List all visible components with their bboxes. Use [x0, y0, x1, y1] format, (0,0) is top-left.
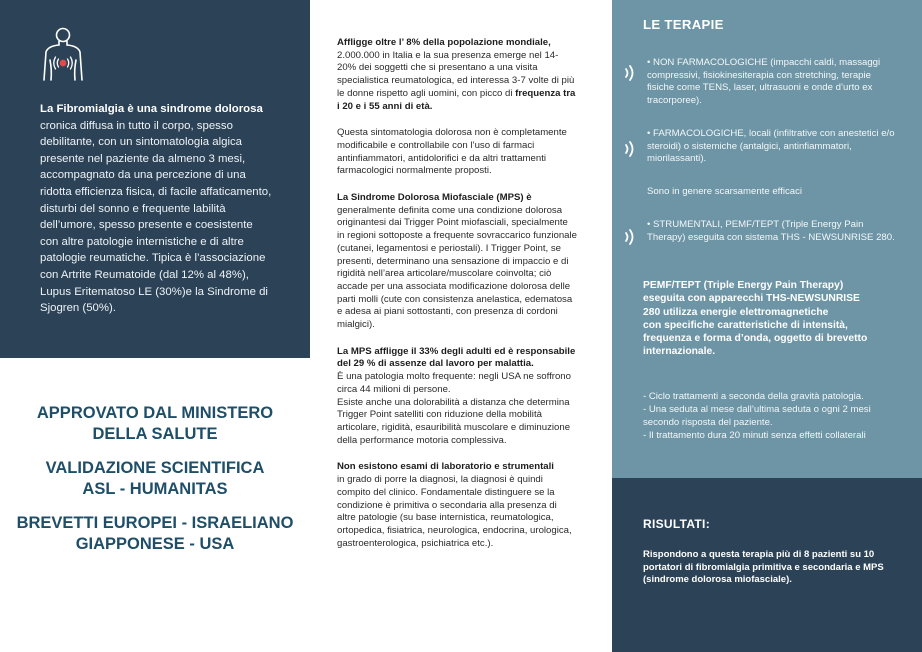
certifications [0, 403, 310, 568]
body-pain-icon [40, 26, 86, 84]
therapy-non-pharma: • NON FARMACOLOGICHE (impacchi caldi, massaggi compressivi, fisiokinesiterapia con stretching, terapie fisiche come TENS, laser, ultrasuoni e onde d’urto ex tracorporee). [647, 57, 881, 107]
treatment-limits-paragraph: Questa sintomatologia dolorosa non è completamente modificabile e controllabile con l’uso di farmaci antinfiammatori, antidolorifici e da altri trattamenti farmacologici normalmente proposti. [337, 127, 567, 177]
therapy-instrumental: • STRUMENTALI, PEMF/TEPT (Triple Energy Pain Therapy) eseguita con sistema THS - NEWSUNRISE 280. [647, 219, 895, 243]
mps-stats-paragraph: La MPS affligge il 33% degli adulti ed è responsabile del 29 % di assenze dal lavoro per malattia. È una patologia molto frequente: negli USA ne soffrono circa 44 milioni di persone. Esiste anche una dolorabilità a distanza che determina Trigger Point satelliti con riduzione della mobilità articolare, rigidità, esauribilità muscolare e diminuzione della performance motoria complessiva. [337, 345, 576, 446]
note-item: - Ciclo trattamenti a seconda della gravità patologia. [643, 391, 864, 402]
diagnosis-paragraph: Non esistono esami di laboratorio e strumentali in grado di porre la diagnosi, la diagnosi è quindi compito del clinico. Fondamentale distinguere se la condizione è primitiva o secondaria alla presenza di altre patologie (su base internistica, reumatologica, ortopedica, fisiatrica, neurologica, endocrina, urologica, gastroenterologica, psichiatrica etc.). [337, 461, 572, 549]
claim-validation: VALIDAZIONE SCIENTIFICA ASL - HUMANITAS [45, 459, 265, 498]
intro-text [40, 101, 272, 317]
sound-wave-icon [623, 63, 637, 83]
intro-body: cronica diffusa in tutto il corpo, spesso debilitante, con un sintomatologia algica presente nel paziente da almeno 3 mesi, accompagnato da una percezione di una ridotta efficienza fisica, di facile affaticamento, disturbi del sonno e frequente labilità dell’umore, spesso presente e coesistente con altre patologie internistiche e di altre patologie reumatiche. Tipica è l’associazione con Artrite Reumatoide (dal 12% al 48%), Lupus Eritematoso LE (30%)e la Sindrome di Sjogren (50%). [40, 119, 272, 315]
pemf-description: PEMF/TEPT (Triple Energy Pain Therapy) eseguita con apparecchi THS-NEWSUNRISE 280 utilizza energie elettromagnetiche con specifiche caratteristiche di intensità, frequenza e forma d’onda, oggetto di brevetto internazionale. [643, 280, 868, 358]
claim-patents: BREVETTI EUROPEI - ISRAELIANO GIAPPONESE - USA [16, 514, 294, 553]
middle-column [337, 37, 577, 564]
results-title: RISULTATI: [643, 517, 710, 531]
intro-heading: La Fibromialgia è una sindrome dolorosa [40, 103, 263, 115]
sound-wave-icon [623, 139, 637, 159]
therapy-pharma-note: Sono in genere scarsamente efficaci [647, 186, 803, 197]
sound-wave-icon [623, 227, 637, 247]
prevalence-paragraph: Affligge oltre l’ 8% della popolazione mondiale, 2.000.000 in Italia e la sua presenza emerge nel 14-20% dei soggetti che si presentano a una visita specialistica reumatologica, ed interessa 3-7 volte di più le donne rispetto agli uomini, con picco di frequenza tra i 20 e i 55 anni di età. [337, 37, 576, 112]
claim-ministry: APPROVATO DAL MINISTERO DELLA SALUTE [36, 404, 274, 443]
mps-paragraph: La Sindrome Dolorosa Miofasciale (MPS) è generalmente definita come una condizione dolorosa originantesi dai Trigger Point miofasciali, specialmente in regioni sottoposte a frequente sovraccarico funzionale (cutanei, legamentosi e periostali). I Trigger Point, se presenti, determinano una sensazione di impaccio e di rigidità nell’area articolare/muscolare coinvolta; ciò accade per una associata modificazione dolorosa delle parti molli (cute con consistenza anelastica, edematosa e adesa ai piani sottostanti, con presenza di cordoni mialgici). [337, 192, 577, 331]
note-item: - Il trattamento dura 20 minuti senza effetti collaterali [643, 429, 866, 441]
note-item: - Una seduta al mese dall’ultima seduta o ogni 2 mesi secondo risposta del paziente. [643, 403, 871, 428]
therapy-pharma: • FARMACOLOGICHE, locali (infiltrative con anestetici e/o steroidi) o sistemiche (antalgici, antinfiammatori, miorilassanti). [647, 128, 895, 165]
treatment-notes [643, 391, 897, 443]
results-text: Rispondono a questa terapia più di 8 pazienti su 10 portatori di fibromialgia primitiva e secondaria e MPS (sindrome dolorosa miofasciale). [643, 549, 884, 586]
therapies-title: LE TERAPIE [643, 17, 724, 32]
